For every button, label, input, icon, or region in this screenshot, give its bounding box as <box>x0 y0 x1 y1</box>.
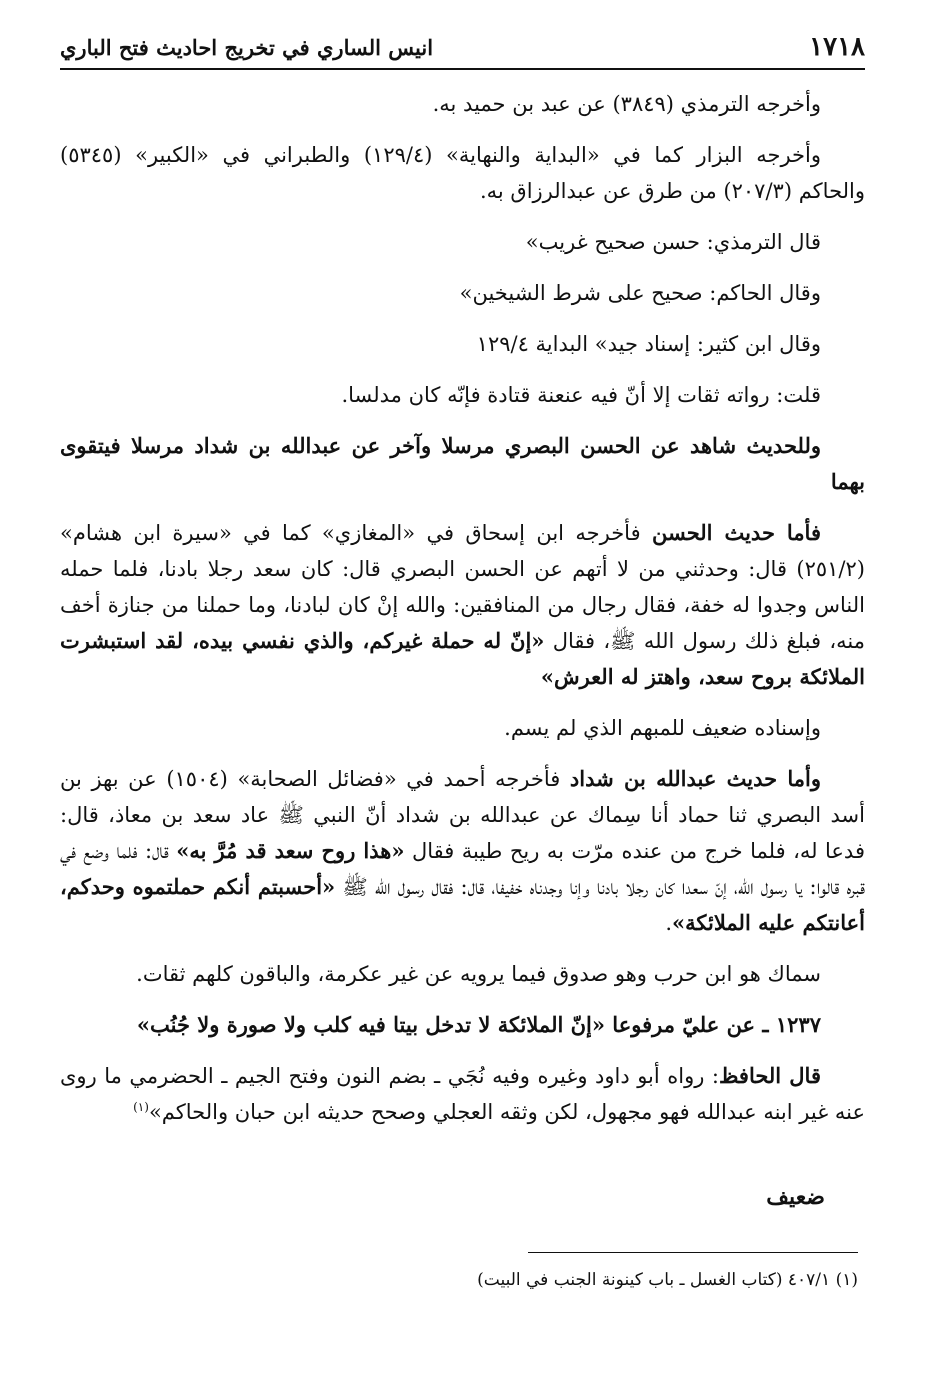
hadith-text: فأخرجه أحمد في «فضائل الصحابة» (١٥٠٤) عن بهز بن أسد البصري ثنا حماد أنا سِماك عن عبدالله بن شداد أنّ النبي ﷺ عاد سعد بن معاذ، قال: فدعا له، فلما خرج من عنده مرّت به ريح طيبة فقال <box>60 767 865 863</box>
paragraph-hadith-1237 <box>60 1007 865 1043</box>
paragraph-tirmidhi: وأخرجه الترمذي (٣٨٤٩) عن عبد بن حميد به. <box>432 92 821 116</box>
main-text <box>60 86 865 1130</box>
section-lead: فأما حديث الحسن <box>651 520 821 545</box>
hadith-number: ١٢٣٧ ـ عن عليّ مرفوعا <box>605 1012 821 1037</box>
paragraph-hasan-hadith <box>60 515 865 695</box>
hadith-text: . <box>665 911 673 935</box>
paragraph-shaddad-hadith <box>60 761 865 941</box>
footnote-number: (١) <box>835 1270 858 1290</box>
footnote-text: ٤٠٧/١ (كتاب الغسل ـ باب كينونة الجنب في البيت) <box>477 1270 831 1290</box>
page-header <box>60 30 865 70</box>
paragraph-bazzar: وأخرجه البزار كما في «البداية والنهاية» (١٢٩/٤) والطبراني في «الكبير» (٥٣٤٥) والحاكم (٢٠٧/٣) من طرق عن عبدالرزاق به. <box>60 143 865 203</box>
paragraph-isnad-weak: وإسناده ضعيف للمبهم الذي لم يسم. <box>504 716 821 740</box>
footnote-reference[interactable]: (١) <box>133 1100 149 1114</box>
hadith-quote: «إنّ الملائكة لا تدخل بيتا فيه كلب ولا صورة ولا جُنُب» <box>136 1012 605 1037</box>
paragraph-witnesses: وللحديث شاهد عن الحسن البصري مرسلا وآخر عن عبدالله بن شداد مرسلا فيتقوى بهما <box>60 433 865 494</box>
hadith-quote: «إنّ له حملة غيركم، والذي نفسي بيده، لقد استبشرت الملائكة بروح سعد، واهتز له العرش» <box>60 628 865 689</box>
hadith-text: قال: فلما وضع في قبره قالوا: يا رسول الله، إنّ سعدا كان رجلا بادنا وإنا وجدناه خفيفا، قال: فقال رسول الله ﷺ <box>60 839 865 899</box>
section-lead: وأما حديث عبدالله بن شداد <box>569 766 822 791</box>
hadith-quote: «هذا روح سعد قد مُرَّ به» <box>176 838 405 863</box>
running-title: انيس الساري في تخريج احاديث فتح الباري <box>60 35 434 60</box>
page-number: ١٧١٨ <box>809 32 865 62</box>
footnote-divider <box>528 1252 858 1253</box>
commentary-text: : رواه أبو داود وغيره وفيه نُجَي ـ بضم النون وفتح الجيم ـ الحضرمي ما روى عنه غير ابنه عبدالله فهو مجهول، لكن وثقه العجلي وصحح حديثه ابن حبان والحاكم» <box>60 1064 865 1124</box>
hadith-quote: «أحسبتم أنكم حملتموه وحدكم، أعانتكم عليه الملائكة» <box>60 874 865 935</box>
paragraph-hakim-grade: وقال الحاكم: صحيح على شرط الشيخين» <box>459 281 821 305</box>
section-lead: قال الحافظ <box>718 1063 821 1088</box>
paragraph-tirmidhi-grade: قال الترمذي: حسن صحيح غريب» <box>525 230 821 254</box>
paragraph-author-note: قلت: رواته ثقات إلا أنّ فيه عنعنة قتادة فإنّه كان مدلسا. <box>341 383 821 407</box>
hadith-text: فأخرجه ابن إسحاق في «المغازي» كما في «سيرة ابن هشام» (٢٥١/٢) قال: وحدثني من لا أتهم عن الحسن البصري قال: كان سعد رجلا بادنا، فلما حمله الناس وجدوا له خفة، فقال رجال من المنافقين: والله إنْ كان لبادنا، وما حملنا من جنازة أخف منه، فبلغ ذلك رسول الله ﷺ، فقال <box>60 521 865 653</box>
footnote <box>78 1266 858 1294</box>
paragraph-hafiz <box>60 1058 865 1130</box>
paragraph-simak: سماك هو ابن حرب وهو صدوق فيما يرويه عن غير عكرمة، والباقون كلهم ثقات. <box>136 962 821 986</box>
verdict-label: ضعيف <box>766 1184 825 1210</box>
paragraph-ibn-kathir-grade: وقال ابن كثير: إسناد جيد» البداية ١٢٩/٤ <box>476 332 821 356</box>
